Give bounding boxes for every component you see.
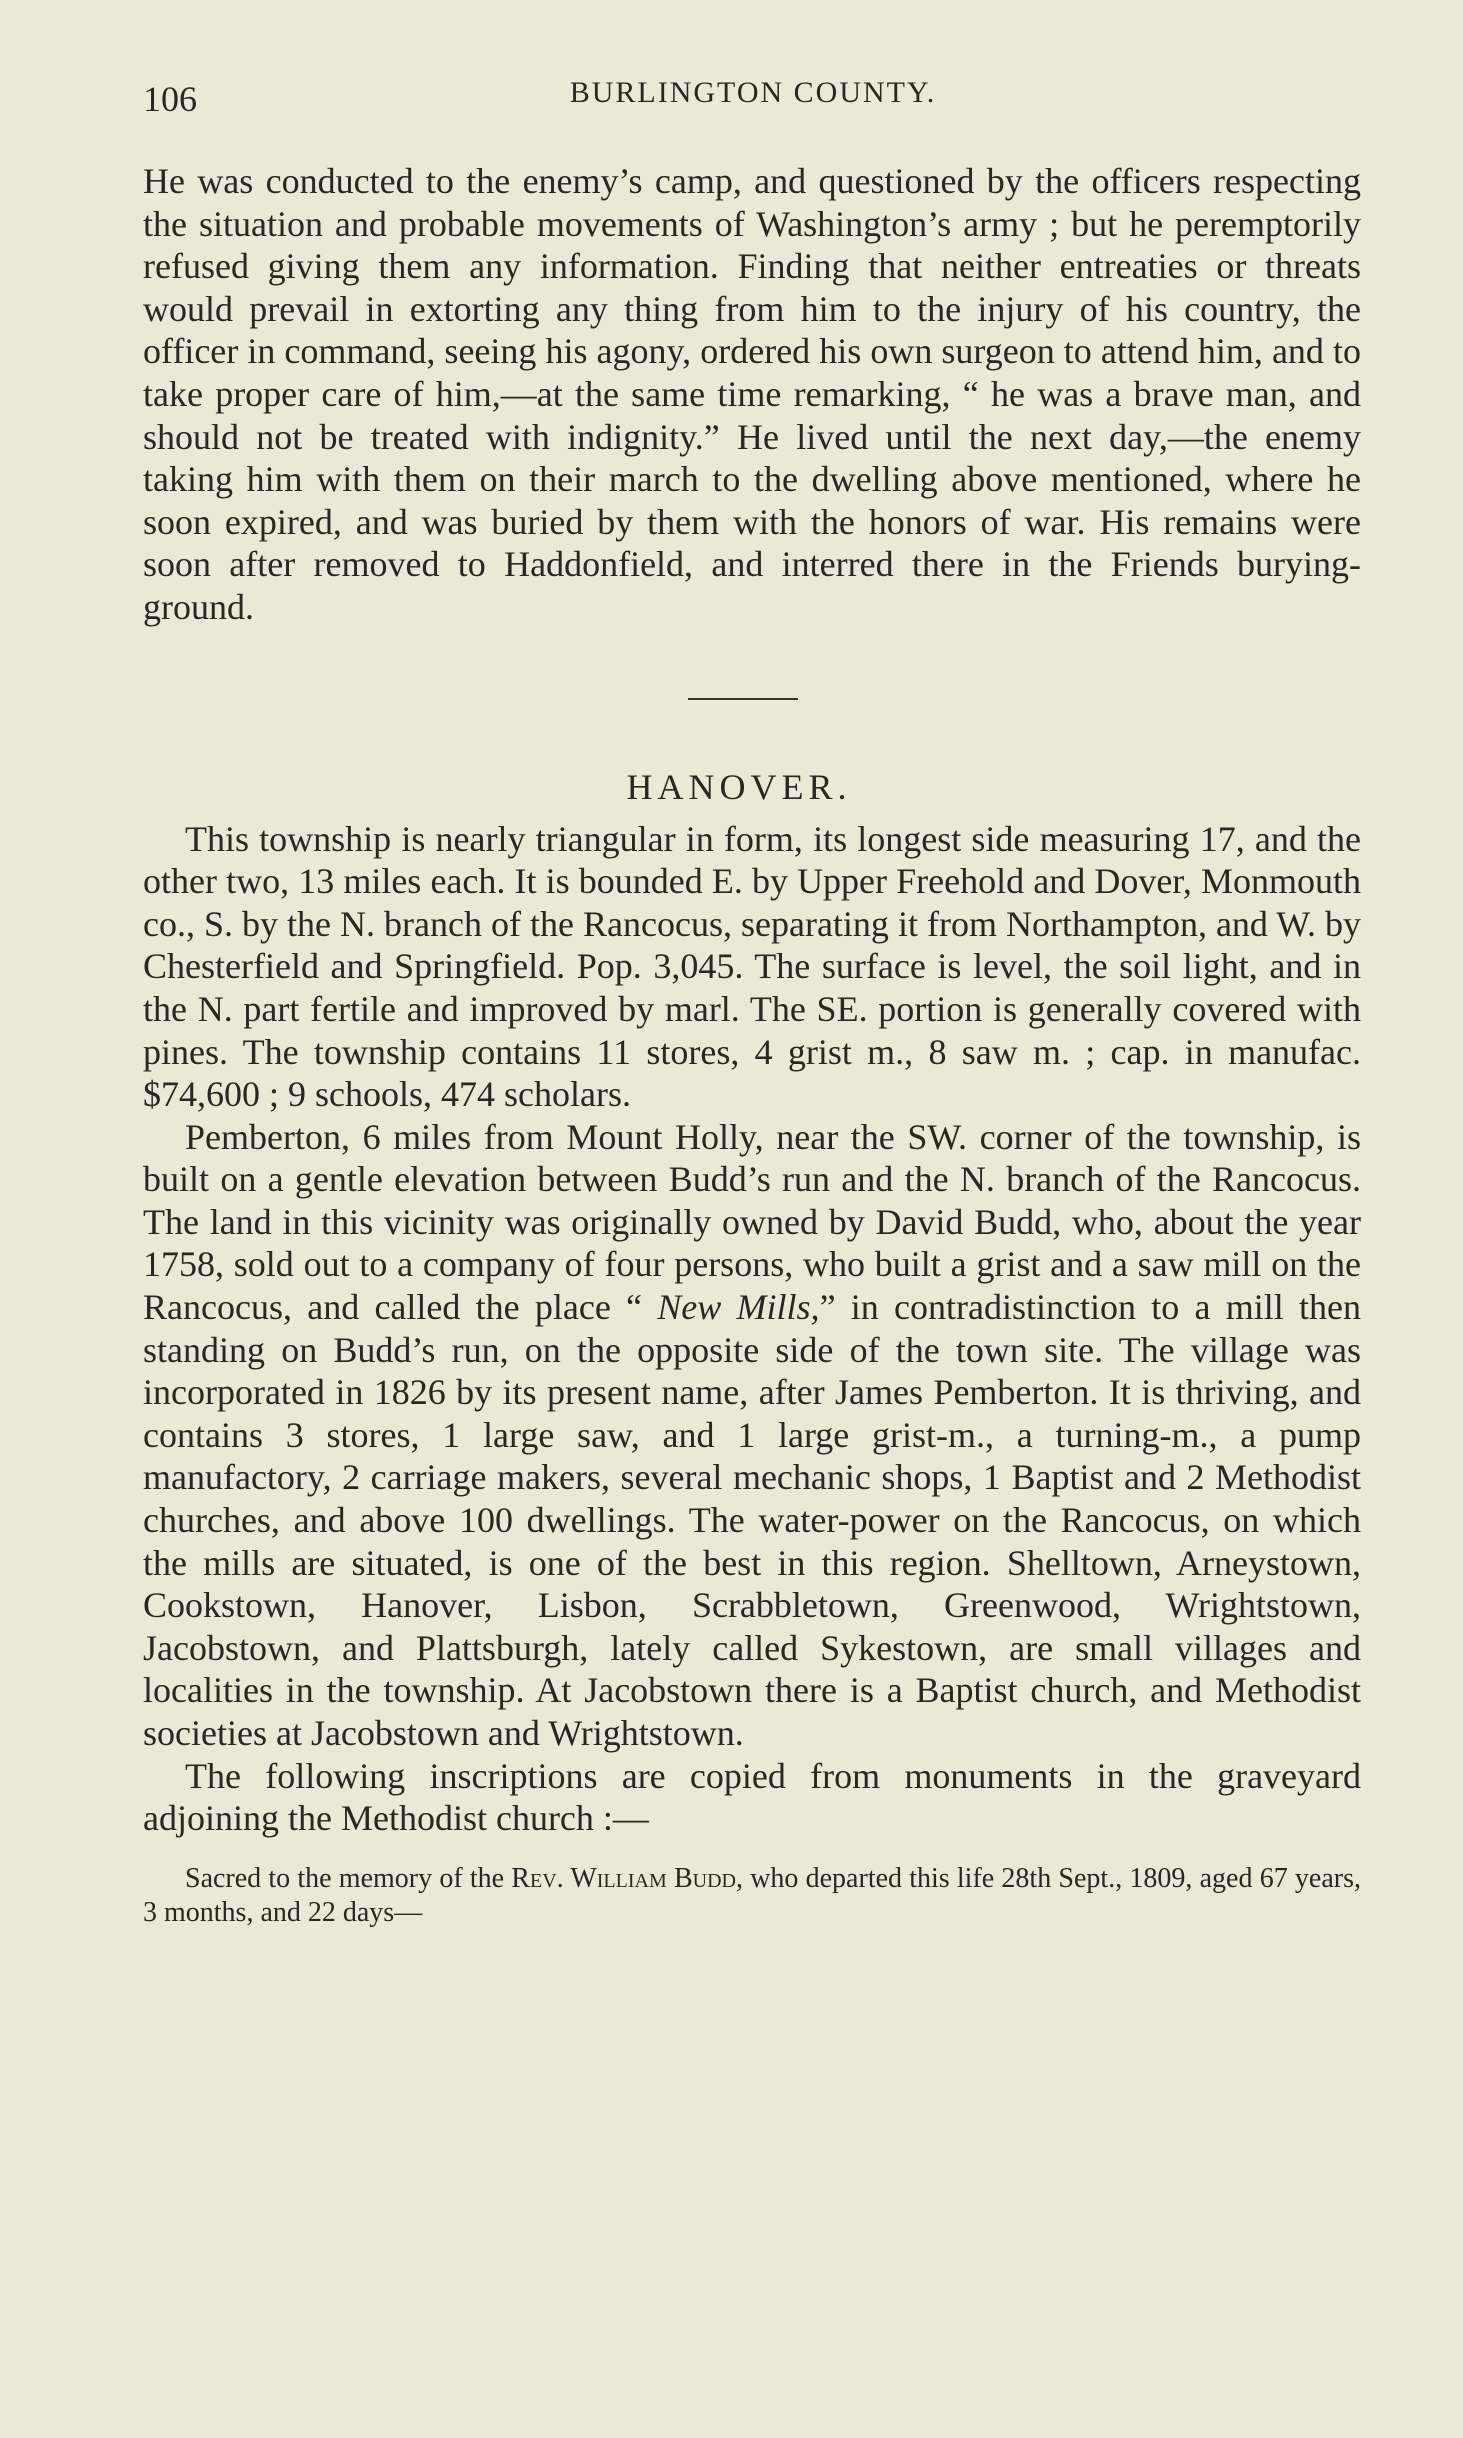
pemberton-paragraph xyxy=(143,1116,1361,1755)
township-description-paragraph: This township is nearly triangular in form, its longest side measuring 17, and the other two, 13 miles each. It is bounded E. by Upper Freehold and Dover, Monmouth co., S. by the N. branch of the Rancocus, separating it from Northampton, and W. by Chesterfield and Springfield. Pop. 3,045. The surface is level, the soil light, and in the N. part fertile and improved by marl. The SE. portion is generally covered with pines. The township contains 11 stores, 4 grist m., 8 saw m. ; cap. in manufac. $74,600 ; 9 schools, 474 scholars. xyxy=(143,818,1361,1115)
section-divider xyxy=(688,698,798,700)
new-mills-italic: New Mills, xyxy=(657,1287,820,1328)
inscription-paragraph xyxy=(143,1862,1361,1930)
running-head xyxy=(143,70,1363,130)
inscription-text-end: who departed this life 28th Sept., 1809, aged 67 years, 3 months, and 22 days— xyxy=(143,1862,1361,1928)
inscription-text-start: Sacred to the memory of the xyxy=(185,1862,512,1894)
running-title: BURLINGTON COUNTY. xyxy=(569,76,937,109)
pemberton-text-end: ” in contradistinction to a mill then standing on Budd’s run, on the opposite side of the town site. The village was incorporated in 1826 by its present name, after James Pemberton. It is thriving, and contains 3 stores, 1 large saw, and 1 large grist-m., a turning-m., a pump manufactory, 2 carriage makers, several mechanic shops, 1 Baptist and 2 Methodist churches, and above 100 dwellings. The water-power on the Rancocus, on which the mills are situated, is one of the best in this region. Shelltown, Arneystown, Cookstown, Hanover, Lisbon, Scrabbletown, Greenwood, Wrightstown, Jacobstown, and Plattsburgh, lately called Sykestown, are small villages and localities in the township. At Jacobstown there is a Baptist church, and Methodist societies at Jacobstown and Wrightstown. xyxy=(143,1287,1361,1753)
intro-paragraph: He was conducted to the enemy’s camp, and questioned by the officers respecting the situation and probable movements of Washington’s army ; but he peremptorily refused giving them any information. Finding that neither entreaties or threats would prevail in extorting any thing from him to the injury of his country, the officer in command, seeing his agony, ordered his own surgeon to attend him, and to take proper care of him,—at the same time remarking, “ he was a brave man, and should not be treated with indignity.” He lived until the next day,—the enemy taking him with them on their march to the dwelling above mentioned, where he soon expired, and was buried by them with the honors of war. His remains were soon after removed to Haddonfield, and interred there in the Friends burying-ground. xyxy=(143,161,1361,627)
inscription-name: Rev. William Budd, xyxy=(511,1862,743,1894)
pemberton-text-start: Pemberton, 6 miles from Mount Holly, near the SW. corner of the township, is built on a gentle elevation between Budd’s run and the N. branch of the Rancocus. The land in this vicinity was originally owned by David Budd, who, about the year 1758, sold out to a company of four persons, who built a grist and a saw mill on the Rancocus, and called the place “ xyxy=(143,1116,1361,1328)
page-number: 106 xyxy=(143,79,197,119)
section-heading: HANOVER. xyxy=(626,766,852,807)
inscriptions-intro-paragraph: The following inscriptions are copied from monuments in the graveyard adjoining the Methodist church :— xyxy=(143,1755,1361,1839)
